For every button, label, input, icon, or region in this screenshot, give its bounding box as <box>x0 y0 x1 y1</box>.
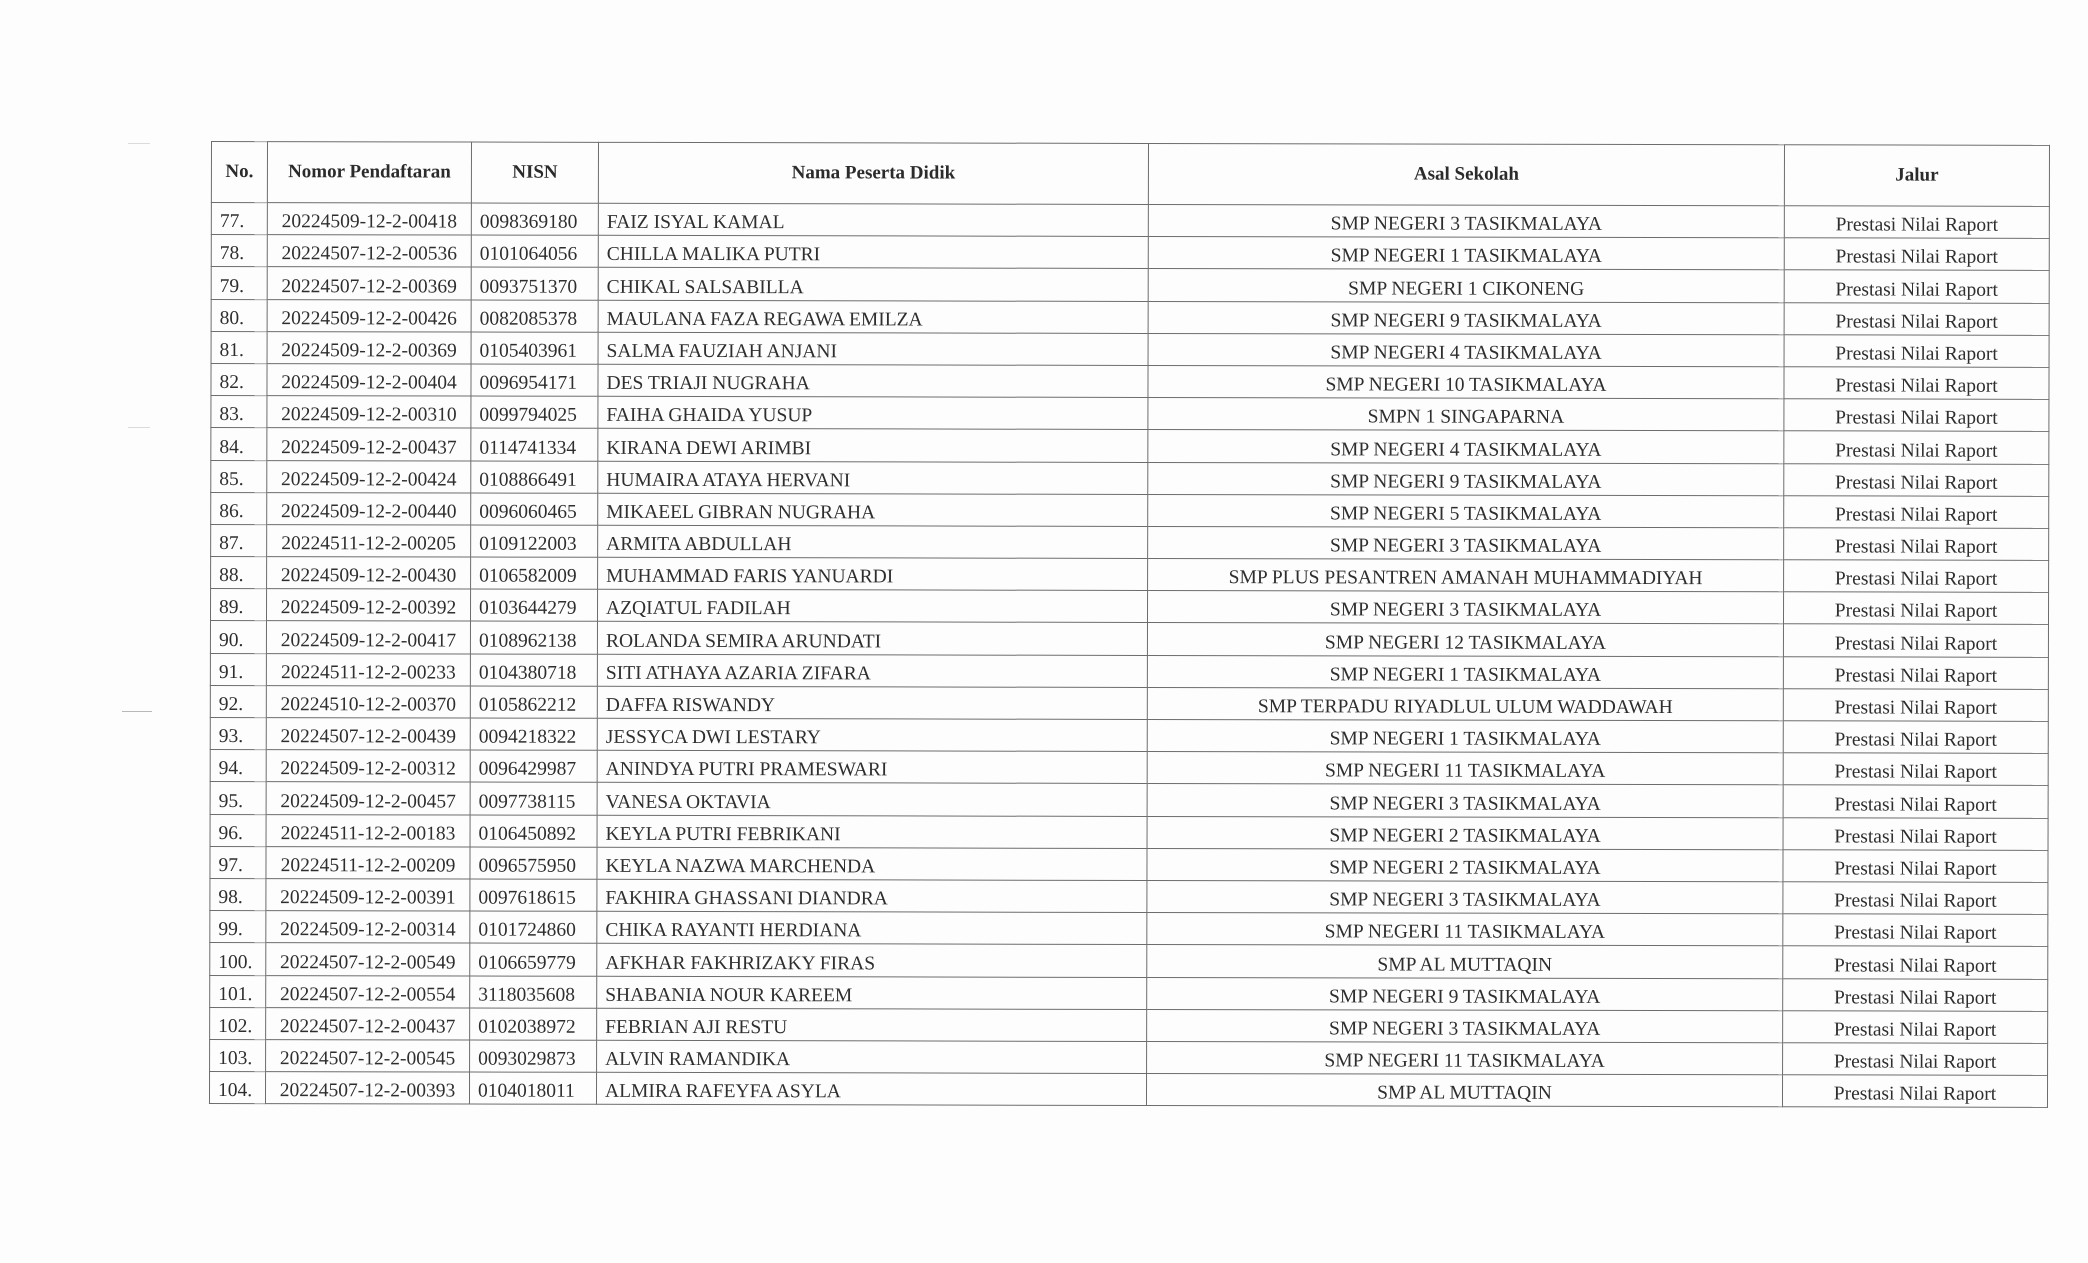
table-row <box>210 1039 2048 1075</box>
student-name: KEYLA PUTRI FEBRIKANI <box>597 815 1147 848</box>
registration-number: 20224507-12-2-00393 <box>265 1072 469 1105</box>
table-row <box>211 267 2049 303</box>
student-name: SITI ATHAYA AZARIA ZIFARA <box>597 654 1147 687</box>
admission-path: Prestasi Nilai Raport <box>1784 431 2049 464</box>
registration-number: 20224509-12-2-00314 <box>266 911 470 944</box>
admission-path: Prestasi Nilai Raport <box>1782 1075 2047 1108</box>
table-row <box>211 492 2049 528</box>
nisn-value: 0093751370 <box>471 267 598 299</box>
row-number: 80. <box>211 299 267 331</box>
origin-school: SMP AL MUTTAQIN <box>1146 1074 1782 1108</box>
student-name: ALVIN RAMANDIKA <box>597 1040 1147 1073</box>
registration-number: 20224507-12-2-00549 <box>266 943 470 976</box>
row-number: 92. <box>210 685 266 717</box>
registration-number: 20224509-12-2-00430 <box>267 557 471 590</box>
registration-number: 20224509-12-2-00418 <box>267 203 471 236</box>
row-number: 84. <box>211 428 267 460</box>
row-number: 78. <box>211 235 267 267</box>
student-name: FAIHA GHAIDA YUSUP <box>598 396 1148 429</box>
table-row <box>210 846 2048 882</box>
column-header-nisn: NISN <box>471 142 598 203</box>
admission-path: Prestasi Nilai Raport <box>1783 624 2048 657</box>
row-number: 85. <box>211 460 267 492</box>
column-header-no: No. <box>211 142 267 203</box>
row-number: 93. <box>210 717 266 749</box>
nisn-value: 0106582009 <box>471 557 598 589</box>
registration-number: 20224511-12-2-00209 <box>266 846 470 879</box>
registration-number: 20224507-12-2-00437 <box>266 1007 470 1040</box>
admission-path: Prestasi Nilai Raport <box>1783 592 2048 625</box>
table-row <box>211 557 2049 593</box>
registration-number: 20224511-12-2-00205 <box>267 524 471 557</box>
admission-path: Prestasi Nilai Raport <box>1784 399 2049 432</box>
registration-number: 20224509-12-2-00369 <box>267 331 471 364</box>
margin-mark <box>122 711 152 712</box>
table-row <box>210 782 2048 818</box>
row-number: 102. <box>210 1007 266 1039</box>
nisn-value: 0114741334 <box>471 428 598 460</box>
row-number: 97. <box>210 846 266 878</box>
admission-path: Prestasi Nilai Raport <box>1783 656 2048 689</box>
origin-school: SMP NEGERI 3 TASIKMALAYA <box>1147 591 1783 625</box>
nisn-value: 0096575950 <box>470 847 597 879</box>
nisn-value: 0096954171 <box>471 364 598 396</box>
origin-school: SMP NEGERI 1 TASIKMALAYA <box>1148 237 1784 271</box>
row-number: 91. <box>210 653 266 685</box>
row-number: 86. <box>211 492 267 524</box>
student-name: AFKHAR FAKHRIZAKY FIRAS <box>597 944 1147 977</box>
origin-school: SMP NEGERI 2 TASIKMALAYA <box>1147 816 1783 850</box>
table-row <box>210 685 2048 721</box>
table-row <box>211 299 2049 335</box>
row-number: 79. <box>211 267 267 299</box>
origin-school: SMP NEGERI 3 TASIKMALAYA <box>1147 1009 1783 1043</box>
nisn-value: 0097738115 <box>470 782 597 814</box>
nisn-value: 0099794025 <box>471 396 598 428</box>
origin-school: SMP NEGERI 2 TASIKMALAYA <box>1147 848 1783 882</box>
table-row <box>211 524 2049 560</box>
student-name: ANINDYA PUTRI PRAMESWARI <box>597 750 1147 783</box>
table-row <box>211 428 2049 464</box>
origin-school: SMP NEGERI 9 TASIKMALAYA <box>1148 462 1784 496</box>
student-name: CHILLA MALIKA PUTRI <box>598 235 1148 268</box>
origin-school: SMP NEGERI 11 TASIKMALAYA <box>1147 913 1783 947</box>
admission-path: Prestasi Nilai Raport <box>1783 1010 2048 1043</box>
table-row <box>210 911 2048 947</box>
origin-school: SMPN 1 SINGAPARNA <box>1148 398 1784 432</box>
row-number: 77. <box>211 203 267 235</box>
student-roster-table <box>209 141 2050 1108</box>
registration-number: 20224509-12-2-00404 <box>267 364 471 397</box>
admission-path: Prestasi Nilai Raport <box>1784 206 2049 239</box>
origin-school: SMP NEGERI 9 TASIKMALAYA <box>1148 301 1784 335</box>
table-row <box>210 878 2048 914</box>
nisn-value: 0102038972 <box>470 1008 597 1040</box>
admission-path: Prestasi Nilai Raport <box>1783 946 2048 979</box>
origin-school: SMP PLUS PESANTREN AMANAH MUHAMMADIYAH <box>1148 559 1784 593</box>
row-number: 94. <box>210 750 266 782</box>
row-number: 82. <box>211 363 267 395</box>
student-name: HUMAIRA ATAYA HERVANI <box>598 461 1148 494</box>
registration-number: 20224509-12-2-00392 <box>266 589 470 622</box>
student-name: ARMITA ABDULLAH <box>598 525 1148 558</box>
origin-school: SMP NEGERI 1 TASIKMALAYA <box>1147 655 1783 689</box>
nisn-value: 0101064056 <box>471 235 598 267</box>
table-row <box>210 621 2048 657</box>
registration-number: 20224507-12-2-00554 <box>266 975 470 1008</box>
column-header-admission-path: Jalur <box>1784 145 2049 207</box>
registration-number: 20224510-12-2-00370 <box>266 685 470 718</box>
row-number: 87. <box>211 524 267 556</box>
admission-path: Prestasi Nilai Raport <box>1783 817 2048 850</box>
registration-number: 20224507-12-2-00545 <box>266 1039 470 1072</box>
admission-path: Prestasi Nilai Raport <box>1783 753 2048 786</box>
table-row <box>211 460 2049 496</box>
nisn-value: 0104018011 <box>469 1072 596 1104</box>
student-name: VANESA OKTAVIA <box>597 783 1147 816</box>
table-row <box>210 750 2048 786</box>
admission-path: Prestasi Nilai Raport <box>1784 463 2049 496</box>
origin-school: SMP NEGERI 1 CIKONENG <box>1148 269 1784 303</box>
row-number: 83. <box>211 396 267 428</box>
table-row <box>211 203 2049 239</box>
student-name: SALMA FAUZIAH ANJANI <box>598 332 1148 365</box>
table-row <box>211 396 2049 432</box>
table-body <box>209 203 2049 1108</box>
student-name: DAFFA RISWANDY <box>597 686 1147 719</box>
admission-path: Prestasi Nilai Raport <box>1784 528 2049 561</box>
origin-school: SMP TERPADU RIYADLUL ULUM WADDAWAH <box>1147 687 1783 721</box>
admission-path: Prestasi Nilai Raport <box>1783 850 2048 883</box>
registration-number: 20224507-12-2-00369 <box>267 267 471 300</box>
origin-school: SMP NEGERI 12 TASIKMALAYA <box>1147 623 1783 657</box>
nisn-value: 0104380718 <box>470 654 597 686</box>
admission-path: Prestasi Nilai Raport <box>1784 367 2049 400</box>
registration-number: 20224511-12-2-00233 <box>266 653 470 686</box>
student-name: MUHAMMAD FARIS YANUARDI <box>598 557 1148 590</box>
student-name: SHABANIA NOUR KAREEM <box>597 976 1147 1009</box>
registration-number: 20224509-12-2-00457 <box>266 782 470 815</box>
column-header-student-name: Nama Peserta Didik <box>598 142 1148 204</box>
row-number: 103. <box>210 1039 266 1071</box>
student-name: ROLANDA SEMIRA ARUNDATI <box>597 622 1147 655</box>
table-row <box>210 589 2048 625</box>
origin-school: SMP NEGERI 9 TASIKMALAYA <box>1147 977 1783 1011</box>
table-row <box>211 235 2049 271</box>
student-name: CHIKAL SALSABILLA <box>598 268 1148 301</box>
table-header-row <box>211 142 2049 207</box>
nisn-value: 0101724860 <box>470 911 597 943</box>
column-header-registration-number: Nomor Pendaftaran <box>267 142 471 203</box>
nisn-value: 0093029873 <box>470 1040 597 1072</box>
table-row <box>210 653 2048 689</box>
origin-school: SMP NEGERI 11 TASIKMALAYA <box>1147 1041 1783 1075</box>
row-number: 90. <box>210 621 266 653</box>
table-row <box>211 331 2049 367</box>
registration-number: 20224509-12-2-00310 <box>267 396 471 429</box>
row-number: 88. <box>211 557 267 589</box>
student-name: KEYLA NAZWA MARCHENDA <box>597 847 1147 880</box>
registration-number: 20224507-12-2-00536 <box>267 235 471 268</box>
nisn-value: 0106659779 <box>470 943 597 975</box>
admission-path: Prestasi Nilai Raport <box>1784 270 2049 303</box>
margin-mark <box>128 143 150 144</box>
registration-number: 20224509-12-2-00424 <box>267 460 471 493</box>
table-row <box>211 363 2049 399</box>
origin-school: SMP AL MUTTAQIN <box>1147 945 1783 979</box>
row-number: 101. <box>210 975 266 1007</box>
registration-number: 20224507-12-2-00439 <box>266 718 470 751</box>
nisn-value: 0109122003 <box>471 525 598 557</box>
admission-path: Prestasi Nilai Raport <box>1784 302 2049 335</box>
origin-school: SMP NEGERI 3 TASIKMALAYA <box>1147 784 1783 818</box>
table-row <box>210 1007 2048 1043</box>
student-name: FAKHIRA GHASSANI DIANDRA <box>597 879 1147 912</box>
nisn-value: 0108962138 <box>470 621 597 653</box>
nisn-value: 0105403961 <box>471 332 598 364</box>
origin-school: SMP NEGERI 4 TASIKMALAYA <box>1148 430 1784 464</box>
registration-number: 20224509-12-2-00437 <box>267 428 471 461</box>
admission-path: Prestasi Nilai Raport <box>1783 1043 2048 1076</box>
row-number: 100. <box>210 943 266 975</box>
nisn-value: 0096429987 <box>470 750 597 782</box>
student-name: MAULANA FAZA REGAWA EMILZA <box>598 300 1148 333</box>
admission-path: Prestasi Nilai Raport <box>1784 560 2049 593</box>
row-number: 89. <box>210 589 266 621</box>
row-number: 81. <box>211 331 267 363</box>
nisn-value: 0108866491 <box>471 461 598 493</box>
admission-path: Prestasi Nilai Raport <box>1783 785 2048 818</box>
student-name: FEBRIAN AJI RESTU <box>597 1008 1147 1041</box>
row-number: 98. <box>210 878 266 910</box>
student-name: AZQIATUL FADILAH <box>597 590 1147 623</box>
student-name: ALMIRA RAFEYFA ASYLA <box>596 1072 1146 1105</box>
admission-path: Prestasi Nilai Raport <box>1784 238 2049 271</box>
student-name: CHIKA RAYANTI HERDIANA <box>597 911 1147 944</box>
registration-number: 20224509-12-2-00312 <box>266 750 470 783</box>
registration-number: 20224509-12-2-00440 <box>267 492 471 525</box>
registration-number: 20224509-12-2-00426 <box>267 299 471 332</box>
admission-path: Prestasi Nilai Raport <box>1783 978 2048 1011</box>
nisn-value: 3118035608 <box>470 976 597 1008</box>
row-number: 95. <box>210 782 266 814</box>
nisn-value: 0096060465 <box>471 493 598 525</box>
student-name: MIKAEEL GIBRAN NUGRAHA <box>598 493 1148 526</box>
admission-path: Prestasi Nilai Raport <box>1783 882 2048 915</box>
registration-number: 20224509-12-2-00391 <box>266 879 470 912</box>
student-name: DES TRIAJI NUGRAHA <box>598 364 1148 397</box>
origin-school: SMP NEGERI 4 TASIKMALAYA <box>1148 333 1784 367</box>
nisn-value: 0094218322 <box>470 718 597 750</box>
admission-path: Prestasi Nilai Raport <box>1783 689 2048 722</box>
nisn-value: 0103644279 <box>470 589 597 621</box>
origin-school: SMP NEGERI 3 TASIKMALAYA <box>1148 204 1784 238</box>
margin-mark <box>128 427 150 428</box>
table-row <box>210 814 2048 850</box>
origin-school: SMP NEGERI 5 TASIKMALAYA <box>1148 494 1784 528</box>
admission-path: Prestasi Nilai Raport <box>1783 914 2048 947</box>
origin-school: SMP NEGERI 11 TASIKMALAYA <box>1147 752 1783 786</box>
column-header-origin-school: Asal Sekolah <box>1148 143 1784 205</box>
origin-school: SMP NEGERI 10 TASIKMALAYA <box>1148 365 1784 399</box>
origin-school: SMP NEGERI 3 TASIKMALAYA <box>1148 526 1784 560</box>
nisn-value: 0082085378 <box>471 300 598 332</box>
row-number: 104. <box>209 1072 265 1104</box>
table-row <box>210 975 2048 1011</box>
admission-path: Prestasi Nilai Raport <box>1784 495 2049 528</box>
nisn-value: 0097618615 <box>470 879 597 911</box>
nisn-value: 0106450892 <box>470 815 597 847</box>
nisn-value: 0098369180 <box>471 203 598 235</box>
origin-school: SMP NEGERI 3 TASIKMALAYA <box>1147 880 1783 914</box>
registration-number: 20224509-12-2-00417 <box>266 621 470 654</box>
row-number: 96. <box>210 814 266 846</box>
table-row <box>210 943 2048 979</box>
admission-path: Prestasi Nilai Raport <box>1784 335 2049 368</box>
nisn-value: 0105862212 <box>470 686 597 718</box>
table-row <box>210 717 2048 753</box>
row-number: 99. <box>210 911 266 943</box>
student-name: JESSYCA DWI LESTARY <box>597 718 1147 751</box>
student-name: KIRANA DEWI ARIMBI <box>598 429 1148 462</box>
student-name: FAIZ ISYAL KAMAL <box>598 203 1148 236</box>
admission-path: Prestasi Nilai Raport <box>1783 721 2048 754</box>
registration-number: 20224511-12-2-00183 <box>266 814 470 847</box>
table-row <box>209 1072 2047 1108</box>
origin-school: SMP NEGERI 1 TASIKMALAYA <box>1147 719 1783 753</box>
